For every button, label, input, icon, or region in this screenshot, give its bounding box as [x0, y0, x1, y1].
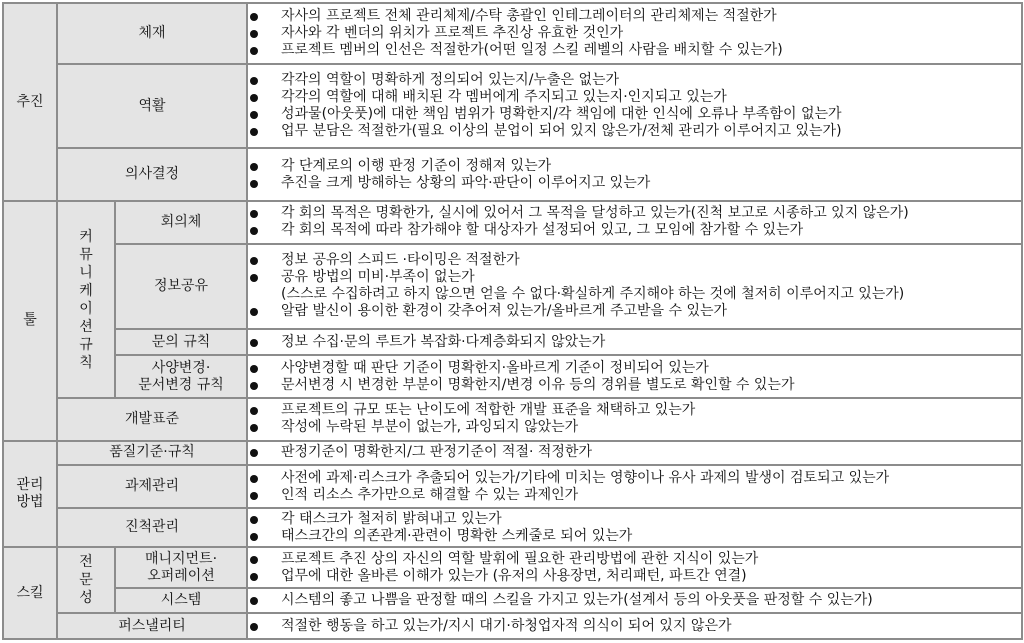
- table-row: [3, 588, 1022, 613]
- list-item: 문서변경 시 변경한 부분이 명확한지/변경 이유 등의 경위를 별도로 확인할 수 있는가: [248, 377, 1021, 394]
- checklist-items: [247, 64, 1022, 148]
- subcategory-label-line-2: 문서변경 규칙: [138, 376, 224, 393]
- subcategory-label: 역활: [57, 64, 247, 148]
- subcategory-label-line-1: 매니지먼트·: [144, 550, 218, 567]
- table-row: [3, 508, 1022, 548]
- subcategory-label: 정보공유: [115, 244, 247, 329]
- list-item: 업무 분담은 적절한가(필요 이상의 분업이 되어 있지 않은가/전체 관리가 이루어지고 있는가): [248, 123, 1021, 140]
- subcategory-label-line-1: 사양변경·: [151, 359, 211, 376]
- subcategory-label: 진척관리: [57, 508, 247, 548]
- checklist-items: [247, 613, 1022, 639]
- category-cell: 스킬: [3, 547, 57, 639]
- subcategory-label-line-2: 오퍼레이션: [147, 567, 215, 584]
- table-row: [3, 465, 1022, 508]
- checklist-items: [247, 588, 1022, 613]
- checklist-items: [247, 441, 1022, 465]
- subcategory-label: 회의체: [115, 201, 247, 244]
- list-item: 프로젝트 멤버의 인선은 적절한가(어떤 일정 스킬 레벨의 사람을 배치할 수 있는가): [248, 42, 1021, 59]
- checklist-items: [247, 201, 1022, 244]
- list-item: 판정기준이 명확한지/그 판정기준이 적절· 적정한가: [248, 444, 1021, 461]
- list-item: 프로젝트 추진 상의 자신의 역할 발휘에 필요한 관리방법에 관한 지식이 있는가: [248, 551, 1021, 568]
- list-item: 각 회의 목적은 명확한가, 실시에 있어서 그 목적을 달성하고 있는가(진척 보고로 시종하고 있지 않은가): [248, 205, 1021, 222]
- list-item: 인적 리소스 추가만으로 해결할 수 있는 과제인가: [248, 487, 1021, 504]
- list-item: 태스크간의 의존관계·관련이 명확한 스케줄로 되어 있는가: [248, 528, 1021, 545]
- table-row: [3, 244, 1022, 329]
- subcategory-label: [115, 355, 247, 398]
- table-row: [3, 64, 1022, 148]
- list-item: 알람 발신이 용이한 환경이 갖추어져 있는가/올바르게 주고받을 수 있는가: [248, 303, 1021, 320]
- subcategory-label: 의사결정: [57, 148, 247, 201]
- group-label-vertical: 전문성: [57, 547, 115, 613]
- list-item: 각각의 역할에 대해 배치된 각 멤버에게 주지되고 있는지·인지되고 있는가: [248, 89, 1021, 106]
- subcategory-label: 체재: [57, 3, 247, 64]
- checklist-items: [247, 465, 1022, 508]
- subcategory-label: 과제관리: [57, 465, 247, 508]
- table-row: [3, 355, 1022, 398]
- list-item: 사전에 과제·리스크가 추출되어 있는가/기타에 미치는 영향이나 유사 과제의 발생이 검토되고 있는가: [248, 470, 1021, 487]
- list-item: 각 태스크가 철저히 밝혀내고 있는가: [248, 511, 1021, 528]
- list-item: 각 단계로의 이행 판정 기준이 정해져 있는가: [248, 158, 1021, 175]
- subcategory-label: 퍼스낼리티: [57, 613, 247, 639]
- list-item: 자사와 각 벤더의 위치가 프로젝트 추진상 유효한 것인가: [248, 25, 1021, 42]
- table-row: [3, 398, 1022, 441]
- list-item: 추진을 크게 방해하는 상황의 파악·판단이 이루어지고 있는가: [248, 175, 1021, 192]
- subcategory-label: 시스템: [115, 588, 247, 613]
- subcategory-label: 문의 규칙: [115, 329, 247, 355]
- category-cell: 추진: [3, 3, 57, 201]
- table-row: [3, 3, 1022, 64]
- table-row: [3, 201, 1022, 244]
- list-item: 각각의 역할이 명확하게 정의되어 있는지/누출은 없는가: [248, 72, 1021, 89]
- checklist-items: [247, 244, 1022, 329]
- project-checklist-table: [2, 2, 1023, 640]
- list-item: 성과물(아웃풋)에 대한 책임 범위가 명확한지/각 책임에 대한 인식에 오류나 부족함이 없는가: [248, 106, 1021, 123]
- checklist-items: [247, 355, 1022, 398]
- checklist-items: [247, 547, 1022, 588]
- checklist-items: [247, 508, 1022, 548]
- list-item: (스스로 수집하려고 하지 않으면 얻을 수 없다·확실하게 주지해야 하는 것에 철저히 이루어지고 있는가): [281, 286, 905, 303]
- checklist-items: [247, 398, 1022, 441]
- subcategory-label: 품질기준·규칙: [57, 441, 247, 465]
- category-cell: 툴: [3, 201, 57, 441]
- category-label-line-2: 방법: [16, 494, 44, 511]
- list-item: 업무에 대한 올바른 이해가 있는가 (유저의 사용장면, 처리패턴, 파트간 연결): [248, 568, 1021, 585]
- list-item: 작성에 누락된 부분이 없는가, 과잉되지 않았는가: [248, 419, 1021, 436]
- list-item: 정보 공유의 스피드 ·타이밍은 적절한가: [248, 252, 1021, 269]
- table-row: [3, 613, 1022, 639]
- checklist-items: [247, 329, 1022, 355]
- subcategory-label: [115, 547, 247, 588]
- list-item: 사양변경할 때 판단 기준이 명확한지·올바르게 기준이 정비되어 있는가: [248, 360, 1021, 377]
- table-row: [3, 547, 1022, 588]
- table-row: [3, 148, 1022, 201]
- category-label-line-1: 관리: [16, 477, 44, 494]
- list-item: 시스템의 좋고 나쁨을 판정할 때의 스킬을 가지고 있는가(설계서 등의 아웃풋을 판정할 수 있는가): [248, 592, 1021, 609]
- table-row: [3, 329, 1022, 355]
- list-item: 자사의 프로젝트 전체 관리체제/수탁 총괄인 인테그레이터의 관리체제는 적절한가: [248, 8, 1021, 25]
- list-item: 적절한 행동을 하고 있는가/지시 대기·하청업자적 의식이 되어 있지 않은가: [248, 618, 1021, 635]
- list-item: 프로젝트의 규모 또는 난이도에 적합한 개발 표준을 채택하고 있는가: [248, 402, 1021, 419]
- group-label-vertical: 커뮤니케이션 규칙: [57, 201, 115, 398]
- checklist-items: [247, 3, 1022, 64]
- table-row: [3, 441, 1022, 465]
- list-item: 각 회의 목적에 따라 참가해야 할 대상자가 설정되어 있고, 그 모임에 참가할 수 있는가: [248, 222, 1021, 239]
- list-item: 정보 수집·문의 루트가 복잡화·다계층화되지 않았는가: [248, 334, 1021, 351]
- subcategory-label: 개발표준: [57, 398, 247, 441]
- checklist-items: [247, 148, 1022, 201]
- list-item: 공유 방법의 미비·부족이 없는가: [248, 269, 1021, 286]
- category-cell: [3, 441, 57, 548]
